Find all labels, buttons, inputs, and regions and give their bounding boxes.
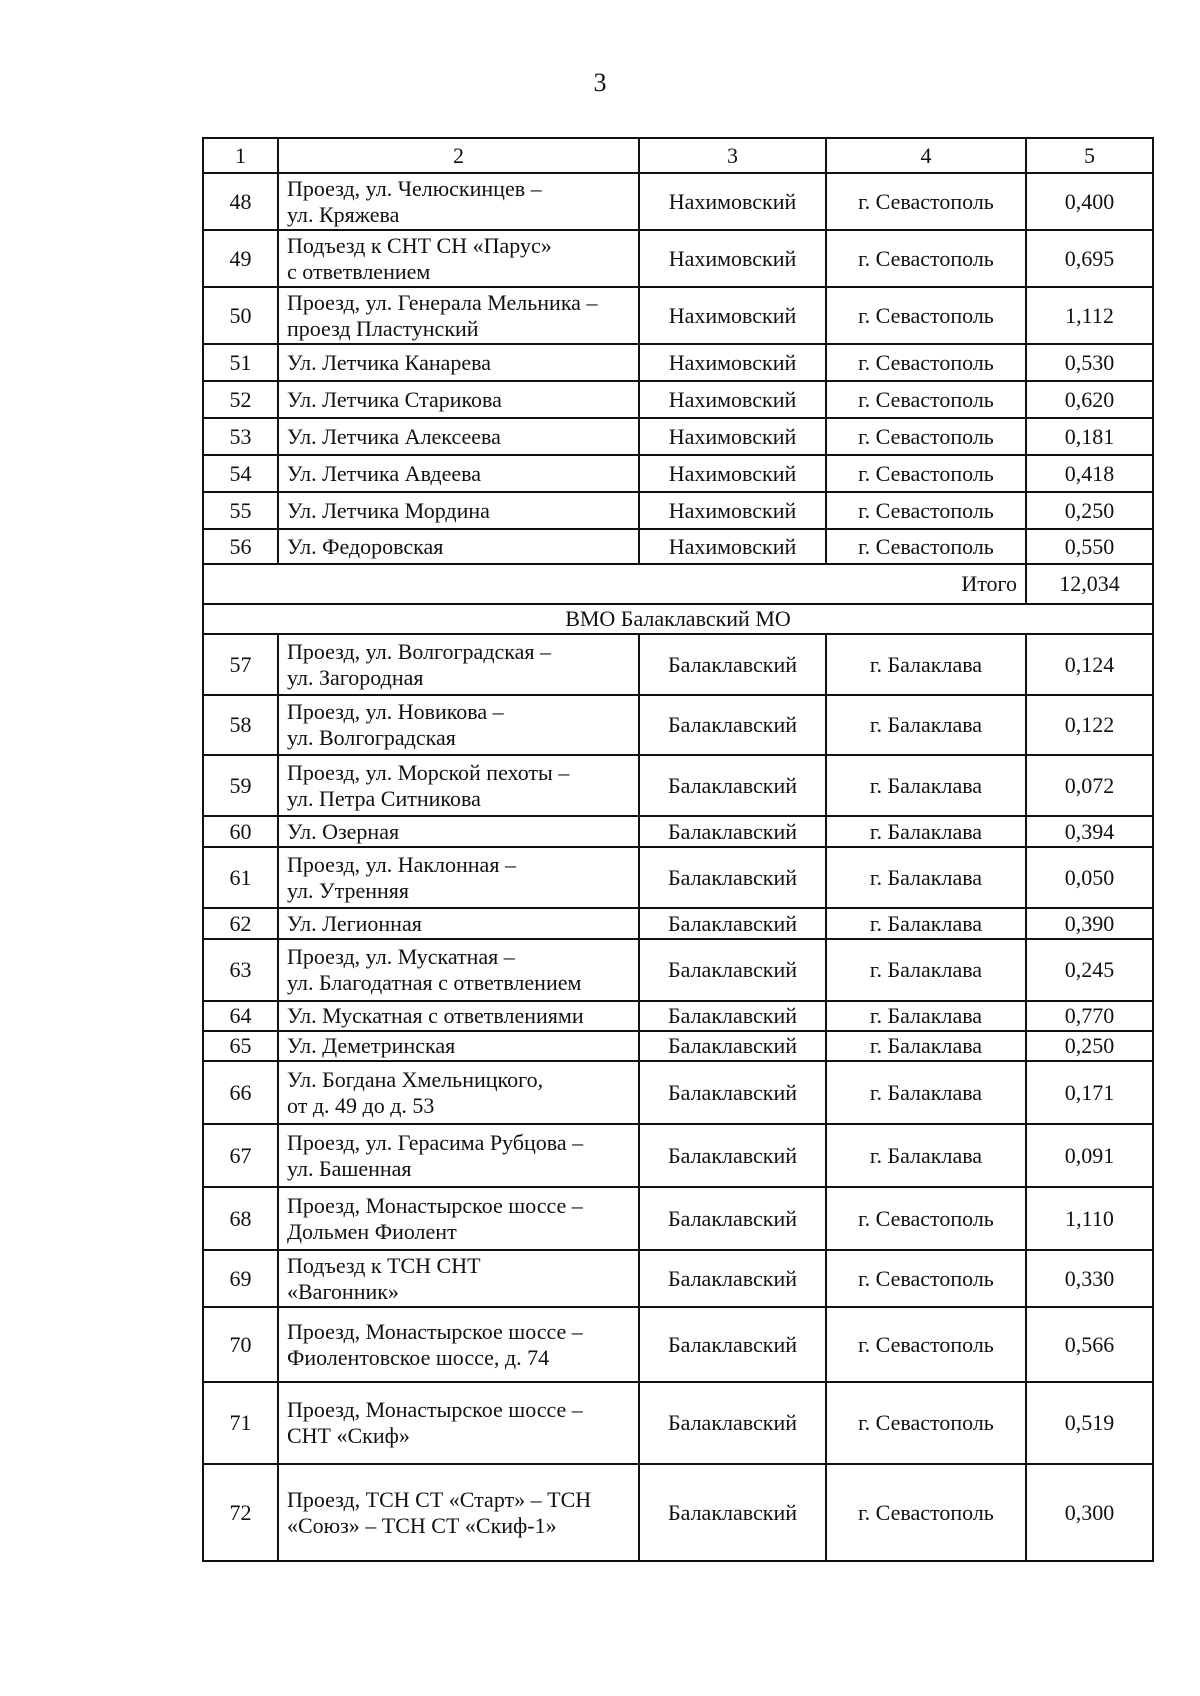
city: г. Севастополь: [826, 455, 1026, 492]
road-name: Проезд, ТСН СТ «Старт» – ТСН «Союз» – ТСН СТ «Скиф-1»: [278, 1464, 639, 1561]
city: г. Севастополь: [826, 173, 1026, 230]
road-name: Подъезд к СНТ СН «Парус» с ответвлением: [278, 230, 639, 287]
road-name: Ул. Богдана Хмельницкого, от д. 49 до д. 53: [278, 1061, 639, 1124]
header-cell: 5: [1026, 138, 1153, 173]
city: г. Севастополь: [826, 1382, 1026, 1464]
district: Балаклавский: [639, 695, 826, 755]
road-name: Проезд, Монастырское шоссе – Дольмен Фиолент: [278, 1187, 639, 1250]
row-number: 64: [203, 1001, 278, 1031]
road-length: 0,181: [1026, 418, 1153, 455]
city: г. Балаклава: [826, 908, 1026, 939]
table-row: [203, 634, 1153, 695]
road-length: 0,245: [1026, 939, 1153, 1001]
city: г. Севастополь: [826, 1464, 1026, 1561]
district: Балаклавский: [639, 1031, 826, 1061]
header-cell: 3: [639, 138, 826, 173]
table-row: [203, 1187, 1153, 1250]
district: Балаклавский: [639, 755, 826, 816]
district: Нахимовский: [639, 418, 826, 455]
table-row: [203, 381, 1153, 418]
row-number: 53: [203, 418, 278, 455]
district: Нахимовский: [639, 381, 826, 418]
road-name: Проезд, ул. Волгоградская – ул. Загородная: [278, 634, 639, 695]
row-number: 65: [203, 1031, 278, 1061]
total-value: 12,034: [1026, 564, 1153, 604]
city: г. Севастополь: [826, 344, 1026, 381]
row-number: 52: [203, 381, 278, 418]
road-name: Ул. Озерная: [278, 816, 639, 847]
road-name: Ул. Летчика Авдеева: [278, 455, 639, 492]
road-length: 0,620: [1026, 381, 1153, 418]
city: г. Севастополь: [826, 418, 1026, 455]
city: г. Балаклава: [826, 695, 1026, 755]
row-number: 62: [203, 908, 278, 939]
road-length: 0,250: [1026, 1031, 1153, 1061]
table-row: [203, 695, 1153, 755]
road-length: 0,394: [1026, 816, 1153, 847]
road-length: 0,330: [1026, 1250, 1153, 1307]
table-row: [203, 1061, 1153, 1124]
district: Нахимовский: [639, 287, 826, 344]
city: г. Севастополь: [826, 1307, 1026, 1382]
table-row: [203, 230, 1153, 287]
header-cell: 4: [826, 138, 1026, 173]
road-name: Ул. Федоровская: [278, 529, 639, 564]
table-row: [203, 344, 1153, 381]
row-number: 57: [203, 634, 278, 695]
roads-table: [202, 137, 1154, 1562]
district: Нахимовский: [639, 492, 826, 529]
road-name: Проезд, ул. Новикова – ул. Волгоградская: [278, 695, 639, 755]
road-name: Проезд, ул. Герасима Рубцова – ул. Башенная: [278, 1124, 639, 1187]
row-number: 50: [203, 287, 278, 344]
row-number: 69: [203, 1250, 278, 1307]
section-row: [203, 604, 1153, 634]
road-name: Ул. Мускатная с ответвлениями: [278, 1001, 639, 1031]
road-length: 0,124: [1026, 634, 1153, 695]
district: Балаклавский: [639, 1382, 826, 1464]
table-row: [203, 1001, 1153, 1031]
road-name: Ул. Деметринская: [278, 1031, 639, 1061]
header-row: [203, 138, 1153, 173]
district: Балаклавский: [639, 1187, 826, 1250]
table-row: [203, 529, 1153, 564]
district: Балаклавский: [639, 1250, 826, 1307]
header-cell: 1: [203, 138, 278, 173]
row-number: 48: [203, 173, 278, 230]
table-row: [203, 455, 1153, 492]
district: Балаклавский: [639, 634, 826, 695]
city: г. Балаклава: [826, 847, 1026, 908]
road-length: 0,566: [1026, 1307, 1153, 1382]
district: Балаклавский: [639, 847, 826, 908]
row-number: 49: [203, 230, 278, 287]
row-number: 71: [203, 1382, 278, 1464]
road-length: 0,171: [1026, 1061, 1153, 1124]
road-length: 0,530: [1026, 344, 1153, 381]
table-row: [203, 287, 1153, 344]
city: г. Севастополь: [826, 1187, 1026, 1250]
total-label: Итого: [203, 564, 1026, 604]
row-number: 58: [203, 695, 278, 755]
road-length: 0,695: [1026, 230, 1153, 287]
district: Балаклавский: [639, 939, 826, 1001]
road-name: Подъезд к ТСН СНТ «Вагонник»: [278, 1250, 639, 1307]
road-length: 1,110: [1026, 1187, 1153, 1250]
district: Нахимовский: [639, 455, 826, 492]
table-row: [203, 847, 1153, 908]
row-number: 55: [203, 492, 278, 529]
table-row: [203, 1464, 1153, 1561]
road-name: Проезд, ул. Наклонная – ул. Утренняя: [278, 847, 639, 908]
total-row: [203, 564, 1153, 604]
row-number: 70: [203, 1307, 278, 1382]
row-number: 51: [203, 344, 278, 381]
table-row: [203, 816, 1153, 847]
city: г. Севастополь: [826, 1250, 1026, 1307]
table-row: [203, 418, 1153, 455]
city: г. Севастополь: [826, 529, 1026, 564]
table-row: [203, 755, 1153, 816]
row-number: 72: [203, 1464, 278, 1561]
city: г. Балаклава: [826, 1061, 1026, 1124]
road-name: Ул. Летчика Мордина: [278, 492, 639, 529]
table-row: [203, 1031, 1153, 1061]
road-length: 0,418: [1026, 455, 1153, 492]
table-row: [203, 1250, 1153, 1307]
road-length: 0,300: [1026, 1464, 1153, 1561]
city: г. Севастополь: [826, 381, 1026, 418]
district: Балаклавский: [639, 816, 826, 847]
row-number: 54: [203, 455, 278, 492]
road-name: Проезд, Монастырское шоссе – СНТ «Скиф»: [278, 1382, 639, 1464]
road-length: 0,550: [1026, 529, 1153, 564]
district: Нахимовский: [639, 529, 826, 564]
row-number: 66: [203, 1061, 278, 1124]
road-name: Ул. Легионная: [278, 908, 639, 939]
city: г. Балаклава: [826, 939, 1026, 1001]
district: Балаклавский: [639, 1124, 826, 1187]
road-length: 0,091: [1026, 1124, 1153, 1187]
table-row: [203, 492, 1153, 529]
road-length: 0,250: [1026, 492, 1153, 529]
road-name: Ул. Летчика Алексеева: [278, 418, 639, 455]
city: г. Севастополь: [826, 230, 1026, 287]
district: Нахимовский: [639, 230, 826, 287]
district: Балаклавский: [639, 1061, 826, 1124]
road-name: Ул. Летчика Старикова: [278, 381, 639, 418]
road-length: 0,770: [1026, 1001, 1153, 1031]
row-number: 68: [203, 1187, 278, 1250]
city: г. Севастополь: [826, 287, 1026, 344]
road-name: Проезд, ул. Генерала Мельника – проезд Пластунский: [278, 287, 639, 344]
road-length: 0,050: [1026, 847, 1153, 908]
road-length: 0,390: [1026, 908, 1153, 939]
city: г. Балаклава: [826, 816, 1026, 847]
road-name: Проезд, ул. Мускатная – ул. Благодатная с ответвлением: [278, 939, 639, 1001]
row-number: 63: [203, 939, 278, 1001]
header-cell: 2: [278, 138, 639, 173]
city: г. Балаклава: [826, 1031, 1026, 1061]
city: г. Балаклава: [826, 634, 1026, 695]
district: Нахимовский: [639, 344, 826, 381]
district: Балаклавский: [639, 908, 826, 939]
district: Балаклавский: [639, 1307, 826, 1382]
city: г. Севастополь: [826, 492, 1026, 529]
road-length: 1,112: [1026, 287, 1153, 344]
table-row: [203, 908, 1153, 939]
row-number: 56: [203, 529, 278, 564]
road-length: 0,519: [1026, 1382, 1153, 1464]
table-row: [203, 1307, 1153, 1382]
table-row: [203, 939, 1153, 1001]
row-number: 61: [203, 847, 278, 908]
city: г. Балаклава: [826, 1001, 1026, 1031]
district: Балаклавский: [639, 1464, 826, 1561]
table-row: [203, 1124, 1153, 1187]
row-number: 59: [203, 755, 278, 816]
row-number: 67: [203, 1124, 278, 1187]
table-row: [203, 173, 1153, 230]
road-name: Проезд, Монастырское шоссе – Фиолентовское шоссе, д. 74: [278, 1307, 639, 1382]
table-row: [203, 1382, 1153, 1464]
road-name: Ул. Летчика Канарева: [278, 344, 639, 381]
road-length: 0,122: [1026, 695, 1153, 755]
page-number: 3: [593, 68, 607, 97]
city: г. Балаклава: [826, 1124, 1026, 1187]
section-title: ВМО Балаклавский МО: [203, 604, 1153, 634]
road-name: Проезд, ул. Челюскинцев – ул. Кряжева: [278, 173, 639, 230]
road-length: 0,072: [1026, 755, 1153, 816]
road-length: 0,400: [1026, 173, 1153, 230]
district: Балаклавский: [639, 1001, 826, 1031]
city: г. Балаклава: [826, 755, 1026, 816]
district: Нахимовский: [639, 173, 826, 230]
road-name: Проезд, ул. Морской пехоты – ул. Петра Ситникова: [278, 755, 639, 816]
row-number: 60: [203, 816, 278, 847]
